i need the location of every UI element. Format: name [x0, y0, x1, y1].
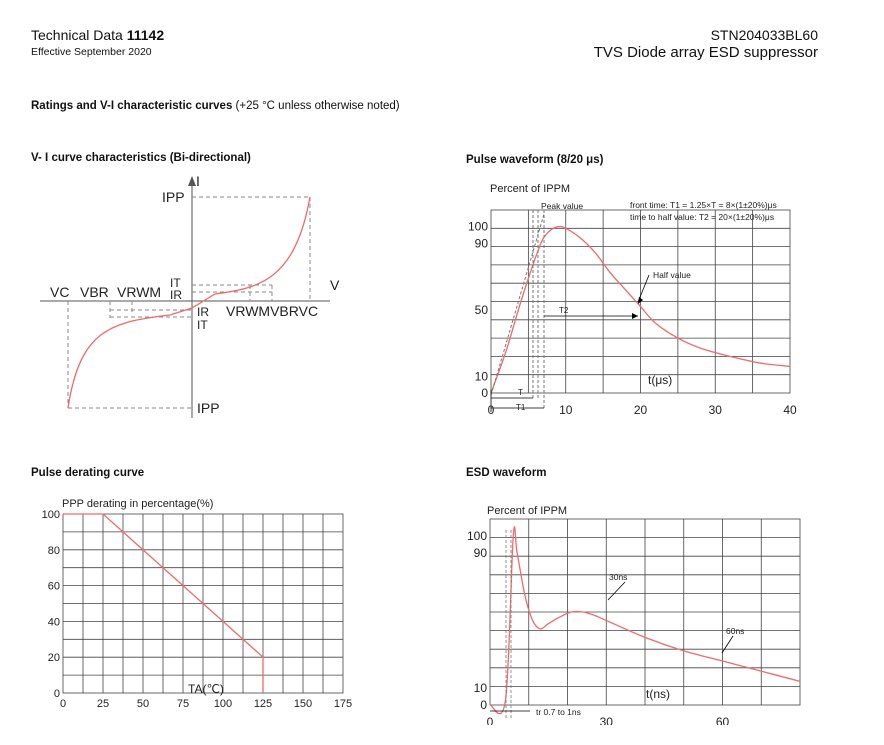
t2-label: T2 [559, 306, 569, 315]
peak-label: Peak value [541, 201, 584, 211]
ipp-bottom-label: IPP [197, 400, 220, 416]
y-tick-label: 90 [474, 236, 488, 251]
it-top-label: IT [170, 276, 181, 290]
esd-title: ESD waveform [466, 467, 547, 479]
y-tick-label: 0 [53, 688, 60, 700]
esd-xunit: t(ns) [646, 687, 670, 701]
vc-left-label: VC [50, 284, 70, 300]
y-tick-label: 60 [47, 580, 60, 593]
x-tick-label: 125 [253, 698, 273, 710]
ipp-top-label: IPP [162, 189, 185, 205]
t2-arrow [632, 313, 638, 319]
right-voltage-labels: VRWMVBRVC [226, 303, 319, 319]
ratings-note: (+25 °C unless otherwise noted) [235, 100, 400, 112]
y-tick-label: 40 [47, 616, 60, 629]
doc-label [31, 27, 164, 43]
i-axis-arrow [188, 176, 196, 186]
y-tick-label: 0 [481, 386, 488, 400]
t1-label: T1 [516, 403, 526, 412]
esd-label-30: 30ns [609, 572, 628, 582]
x-tick-label: 100 [213, 698, 233, 710]
derating-xlabel: TA(℃) [188, 682, 224, 696]
esd-tr-label: tr 0.7 to 1ns [536, 707, 581, 717]
pulse-dimensions [491, 275, 649, 412]
y-tick-label: 10 [474, 369, 488, 384]
vrwm-left-label: VRWM [117, 284, 162, 300]
x-tick-label: 0 [59, 698, 67, 710]
vbr-left-label: VBR [80, 284, 109, 300]
derating-ylabel: PPP derating in percentage(%) [62, 498, 214, 510]
x-tick-label: 75 [176, 698, 190, 710]
x-tick-label: 30 [599, 715, 613, 725]
x-tick-label: 0 [487, 403, 495, 417]
y-tick-label: 20 [47, 652, 60, 665]
pulse-note-1: front time: T1 = 1.25×T = 8×(1±20%)μs [630, 200, 777, 210]
x-tick-label: 20 [633, 403, 648, 417]
y-tick-label: 100 [467, 219, 488, 234]
t-label: T [518, 388, 523, 397]
x-tick-label: 40 [783, 403, 797, 417]
esd-ylabel: Percent of IPPM [487, 505, 568, 517]
y-tick-label: 10 [473, 681, 487, 696]
x-tick-label: 150 [293, 698, 313, 710]
x-tick-label: 10 [559, 403, 573, 417]
y-tick-label: 80 [47, 544, 60, 557]
effective-date: Effective September 2020 [31, 46, 152, 58]
pulse-xunit: t(μs) [648, 373, 673, 387]
esd-grid [490, 519, 800, 705]
y-tick-label: 100 [466, 528, 487, 543]
y-tick-label: 50 [474, 302, 488, 317]
derating-ticks [42, 509, 353, 710]
x-tick-label: 50 [136, 698, 150, 710]
doc-number: 11142 [126, 27, 165, 43]
pulse-note-2: time to half value: T2 = 20×(1±20%)μs [630, 212, 775, 222]
esd-guides [490, 530, 733, 718]
x-tick-label: 30 [708, 403, 722, 417]
derating-chart [30, 495, 370, 720]
half-label: Half value [653, 270, 691, 280]
pulse-ylabel: Percent of IPPM [490, 183, 571, 195]
i-axis-label: I [196, 173, 200, 189]
it-bottom-label: IT [197, 318, 208, 332]
v-axis-label: V [330, 277, 340, 293]
doc-label-text: Technical Data [31, 27, 123, 43]
vi-curve-chart [40, 170, 370, 425]
y-tick-label: 100 [41, 509, 60, 521]
ratings-title: Ratings and V-I characteristic curves [31, 100, 233, 112]
derating-title: Pulse derating curve [31, 467, 145, 479]
x-tick-label: 25 [96, 698, 110, 710]
x-tick-label: 60 [715, 715, 730, 725]
pulse-guides [491, 210, 544, 408]
ratings-heading [31, 100, 400, 112]
vi-curve-title: V- I curve characteristics (Bi-directional) [31, 152, 251, 164]
ir-bottom-label: IR [197, 305, 209, 319]
pulse-chart [460, 180, 805, 420]
y-tick-label: 0 [480, 698, 487, 712]
part-number: STN204033BL60 [710, 27, 818, 43]
y-tick-label: 90 [473, 545, 487, 560]
esd-label-60: 60ns [726, 626, 745, 636]
product-name: TVS Diode array ESD suppressor [593, 44, 818, 61]
x-tick-label: 0 [486, 715, 494, 725]
pulse-title: Pulse waveform (8/20 μs) [466, 154, 604, 166]
x-tick-label: 175 [333, 698, 353, 710]
esd-chart [460, 500, 805, 725]
ir-top-label: IR [170, 288, 182, 302]
